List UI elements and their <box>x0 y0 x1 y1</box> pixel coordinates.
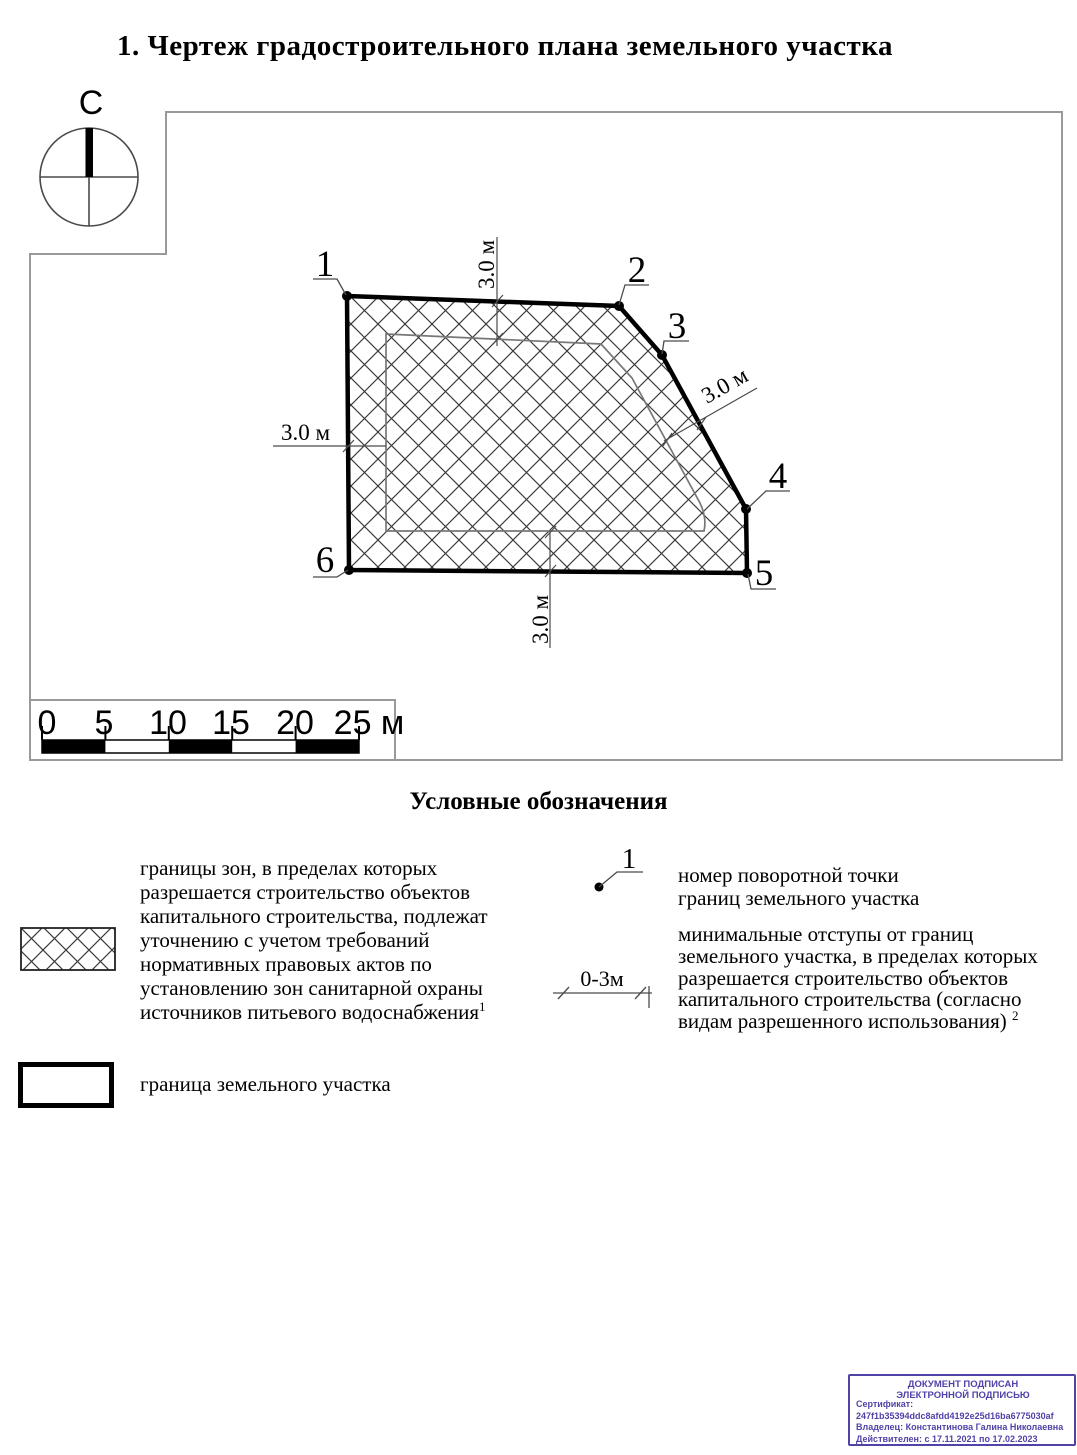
scale-tick-15: 15 <box>212 704 250 742</box>
legend-zone-hatch-icon <box>20 927 117 972</box>
offset-line: минимальные отступы от границ <box>678 922 974 946</box>
stamp-cert-value: 247f1b35394ddc8afdd4192e25d16ba6775030af <box>856 1410 1054 1421</box>
offset-line <box>678 1008 1073 1034</box>
legend-point-number: 1 <box>621 843 637 875</box>
north-label: С <box>78 84 104 122</box>
scale-tick-0: 0 <box>37 704 57 742</box>
dim-label-bottom: 3.0 м <box>528 594 553 644</box>
vertex-label-2: 2 <box>627 250 647 291</box>
page-title: 1. Чертеж градостроительного плана земельного участка <box>116 30 894 62</box>
zone-line: установлению зон санитарной охраны <box>140 976 483 1000</box>
legend-boundary-label: граница земельного участка <box>140 1072 391 1096</box>
offset-line: земельного участка, в пределах которых <box>678 943 1038 968</box>
stamp-header-line1: ДОКУМЕНТ ПОДПИСАН <box>907 1379 1019 1390</box>
zone-line: капитального строительства, подлежат <box>140 904 488 928</box>
stamp-header-line2: ЭЛЕКТРОННОЙ ПОДПИСЬЮ <box>896 1390 1030 1401</box>
vertex-dot-5 <box>742 568 752 578</box>
point-line: границ земельного участка <box>678 886 920 910</box>
vertex-dot-6 <box>344 565 354 575</box>
offset-line: капитального строительства (согласно <box>678 987 1022 1012</box>
dim-label-right: 3.0 м <box>697 362 753 409</box>
vertex-dot-4 <box>741 504 751 514</box>
zone-line: нормативных правовых актов по <box>140 952 432 976</box>
dim-label-top: 3.0 м <box>474 239 499 289</box>
vertex-dot-2 <box>614 301 624 311</box>
point-line: номер поворотной точки <box>678 863 899 887</box>
scale-tick-5: 5 <box>94 704 114 742</box>
legend-turn-point-icon <box>583 840 658 895</box>
zone-line: разрешается строительство объектов <box>140 880 471 904</box>
north-compass-icon <box>40 128 138 226</box>
offset-footnote-mark: 2 <box>1012 1008 1019 1024</box>
vertex-label-1: 1 <box>315 244 335 285</box>
stamp-owner: Владелец: Константинова Галина Николаевна <box>856 1422 1064 1432</box>
zone-line-last: источников питьевого водоснабжения <box>140 1000 480 1024</box>
digital-signature-stamp <box>848 1374 1076 1446</box>
dim-label-left: 3.0 м <box>281 420 331 445</box>
vertex-label-6: 6 <box>315 540 335 581</box>
vertex-label-4: 4 <box>768 456 788 497</box>
legend-boundary-icon <box>18 1062 114 1108</box>
zone-line: границы зон, в пределах которых <box>140 856 438 880</box>
vertex-label-5: 5 <box>754 553 774 594</box>
zone-line <box>140 1000 570 1024</box>
legend-heading: Условные обозначения <box>409 788 668 815</box>
stamp-cert-label: Сертификат: <box>856 1399 914 1409</box>
zone-line: уточнению с учетом требований <box>140 928 430 952</box>
vertex-label-3: 3 <box>667 306 687 347</box>
legend-offset-dim-icon <box>550 962 665 1010</box>
legend-offset-label: 0-3м <box>580 966 624 991</box>
legend-zone-text <box>140 856 570 1024</box>
offset-line: разрешается строительство объектов <box>678 965 1009 990</box>
scale-bar <box>30 700 404 760</box>
scale-tick-10: 10 <box>149 704 187 742</box>
zone-footnote-mark: 1 <box>479 999 486 1014</box>
legend-offset-text <box>678 924 1073 1033</box>
vertex-dot-1 <box>342 291 352 301</box>
stamp-validity: Действителен: с 17.11.2021 по 17.02.2023 <box>856 1433 1038 1444</box>
offset-line-last: видам разрешенного использования) <box>678 1009 1007 1034</box>
legend-point-text <box>678 864 1038 910</box>
scale-tick-20: 20 <box>276 704 314 742</box>
scale-tick-25: 25 м <box>333 704 405 742</box>
